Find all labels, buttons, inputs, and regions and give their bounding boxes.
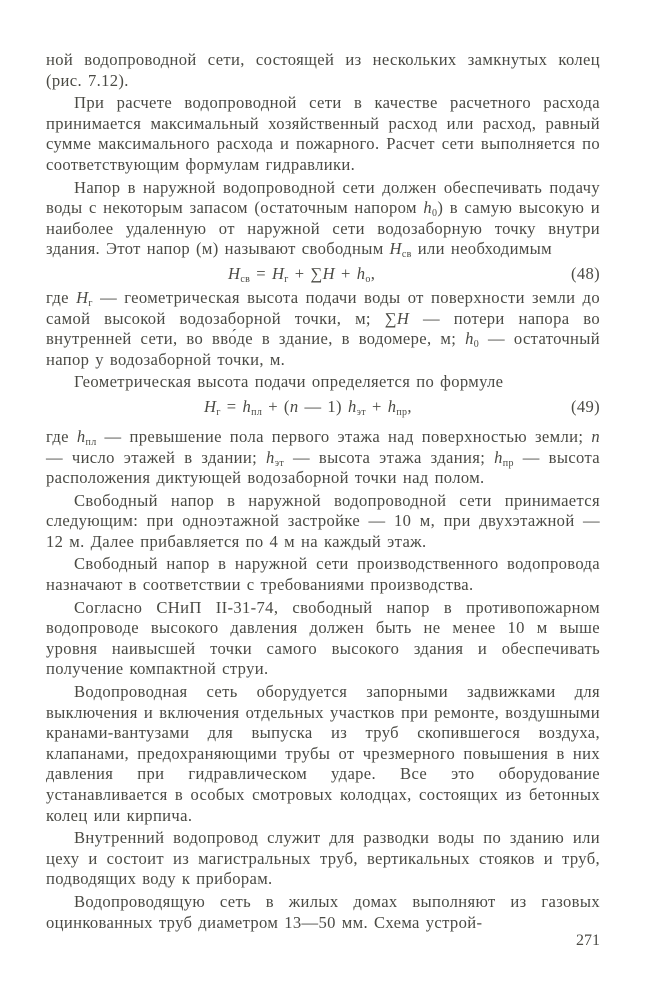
paragraph-snip: Согласно СНиП II-31-74, свободный напор в противопожарном водопроводе высокого давления должен быть не менее 10 м выше уровня наивысшей точки самого высокого здания и обеспечивать получение компактной струи. [46,597,600,679]
page-number: 271 [576,932,600,949]
paragraph-continuation: ной водопроводной сети, состоящей из нескольких замкнутых колец (рис. 7.12). [46,50,600,90]
paragraph-explanation-49: где $h_{пл}$ — превышение пола первого этажа над поверхностью земли; n — число этажей в здании; $h_{эт}$ — высота этажа здания; $h_{пр}$ — высота расположения диктующей водозаборной точки над полом. [46,426,600,488]
paragraph-free-head [46,178,600,260]
page-body [46,50,600,933]
paragraph-equipment: Водопроводная сеть оборудуется запорными задвижками для выключения и включения отдельных участков при ремонте, воздушными кранами-вантузами для выпуска из труб скопившегося воздуха, клапанами, предохраняющими трубы от чрезмерного повышения в них давления при гидравлическом ударе. Все это оборудование устанавливается в особых смотровых колодцах, состоящих из бетонных колец или кирпича. [46,682,600,825]
paragraph-industrial-network: Свободный напор в наружной сети производственного водопровода назначают в соответствии с требованиями производства. [46,554,600,595]
paragraph-internal-plumbing: Внутренний водопровод служит для разводки воды по зданию или цеху и состоит из магистральных труб, вертикальных стояков и труб, подводящих воду к приборам. [46,828,600,889]
text: ) в самую высокую и наиболее удаленную от наружной сети водозаборную точку внутри здания. Этот напор (м) называют свободным [46,198,601,259]
formula-49-number: (49) [570,396,600,416]
formula-48 [46,260,600,288]
paragraph-intro-49: Геометрическая высота подачи определяется по формуле [74,372,504,392]
paragraph-residential-pipes: Водопроводящую сеть в жилых домах выполняют из газовых оцинкованных труб диаметром 13—50 мм. Схема устрой- [46,891,600,932]
formula-49 [46,393,600,421]
formula-48-expression: $H_{св} = H_г + \sum H + h_о$, [228,263,376,285]
subscript: св [401,249,412,261]
paragraph-calculation-flow: При расчете водопроводной сети в качестве расчетного расхода принимается максимальный хозяйственный расход или расход, равный сумме максимального расхода и пожарного. Расчет сети выполняется по соответствующим формулам гидравлики. [46,93,600,174]
formula-49-expression: $H_г = h_{пл} + (n$ — 1) $h_{эт} + h_{пр}$, [204,396,412,418]
text: или необходимым [411,239,553,259]
subscript: 0 [431,208,438,220]
var-h0: h [423,198,432,218]
paragraph-explanation-48: где $H_г$ — геометрическая высота подачи воды от поверхности земли до самой высокой водозаборной точки, м; ∑H — потери напора во внутренней сети, во вво́де в здание, в водомере, м; $h_0$ — остаточный напор у водозаборной точки, м. [46,287,601,369]
paragraph-free-head-values: Свободный напор в наружной водопроводной сети принимается следующим: при одноэтажной застройке — 10 м, при двухэтажной — 12 м. Далее прибавляется по 4 м на каждый этаж. [46,490,600,551]
var-hsv: H [389,239,402,259]
text: Напор в наружной водопроводной сети должен обеспечивать подачу воды с некоторым запасом (остаточным напором [46,177,600,218]
formula-48-number: (48) [570,263,600,283]
